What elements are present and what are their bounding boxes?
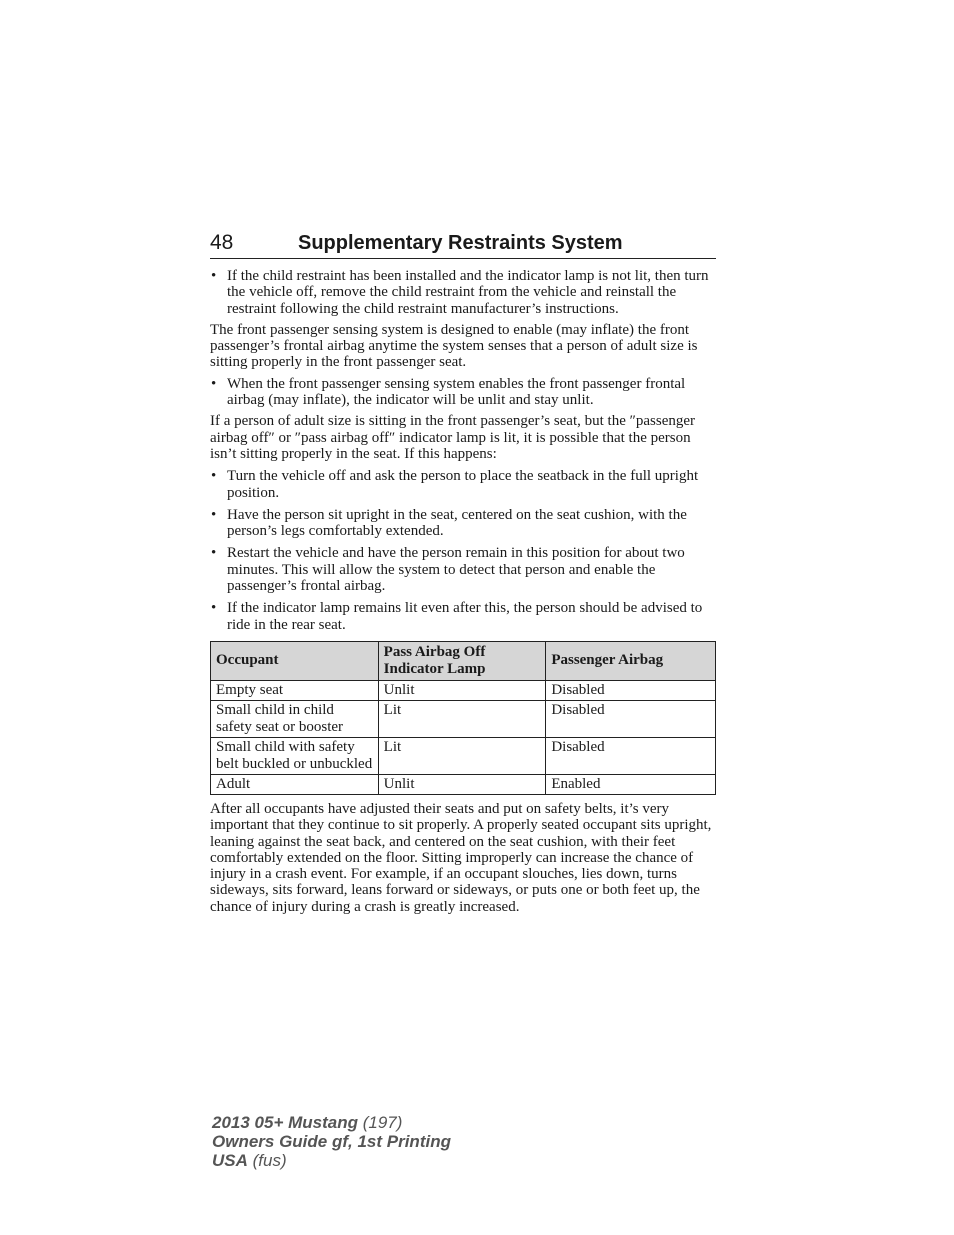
table-cell: Lit <box>378 737 546 774</box>
step-item: • If the indicator lamp remains lit even after this, the person should be advised to ride in the rear seat. <box>210 600 716 633</box>
footer-printing: Owners Guide gf, 1st Printing <box>212 1132 451 1151</box>
table-cell: Disabled <box>546 680 716 700</box>
table-cell: Empty seat <box>211 680 379 700</box>
footer-line <box>212 1132 451 1151</box>
table-row <box>211 680 716 700</box>
bullet-item: • If the child restraint has been installed and the indicator lamp is not lit, then turn the vehicle off, remove the child restraint from the vehicle and reinstall the restraint following the child restraint manufacturer’s instructions. <box>210 268 716 317</box>
column-header: Passenger Airbag <box>546 641 716 680</box>
footer-market: USA <box>212 1151 248 1170</box>
paragraph: If a person of adult size is sitting in the front passenger’s seat, but the ″passenger airbag off″ or ″pass airbag off″ indicator lamp is lit, it is possible that the person isn’t sitting properly in the seat. If this happens: <box>210 413 696 462</box>
table-cell: Small child in child safety seat or booster <box>211 700 379 737</box>
table-row <box>211 700 716 737</box>
footer-code: (197) <box>358 1113 403 1132</box>
table-cell: Disabled <box>546 737 716 774</box>
table-cell: Unlit <box>378 680 546 700</box>
column-header: Pass Airbag Off Indicator Lamp <box>378 641 546 680</box>
table-cell: Lit <box>378 700 546 737</box>
footer-model: 2013 05+ Mustang <box>212 1113 358 1132</box>
step-item: • Turn the vehicle off and ask the person to place the seatback in the full upright position. <box>210 468 716 501</box>
paragraph: After all occupants have adjusted their seats and put on safety belts, it’s very important that they continue to sit properly. A properly seated occupant sits upright, leaning against the seat back, and centered on the seat cushion, with their feet comfortably extended on the floor. Sitting improperly can increase the chance of injury in a crash event. For example, if an occupant slouches, lies down, turns sideways, sits forward, leans forward or sideways, or puts one or both feet up, the chance of injury during a crash is greatly increased. <box>210 800 712 915</box>
paragraph: The front passenger sensing system is designed to enable (may inflate) the front passenger’s frontal airbag anytime the system senses that a person of adult size is sitting properly in the front passenger seat. <box>210 321 698 371</box>
section-title: Supplementary Restraints System <box>298 232 623 254</box>
column-header: Occupant <box>211 641 379 680</box>
page-footer <box>212 1113 451 1170</box>
table-header-row <box>211 641 716 680</box>
footer-market-code: (fus) <box>247 1151 287 1170</box>
main-content <box>210 268 716 915</box>
bullet-item: • When the front passenger sensing system enables the front passenger frontal airbag (may inflate), the indicator will be unlit and stay unlit. <box>210 376 716 409</box>
table-cell: Small child with safety belt buckled or unbuckled <box>211 737 379 774</box>
table-cell: Enabled <box>546 774 716 794</box>
page-number: 48 <box>210 231 234 254</box>
step-item: • Restart the vehicle and have the person remain in this position for about two minutes. This will allow the system to detect that person and enable the passenger’s frontal airbag. <box>210 545 716 594</box>
footer-line <box>212 1113 451 1132</box>
table-row <box>211 737 716 774</box>
table-row <box>211 774 716 794</box>
table-cell: Disabled <box>546 700 716 737</box>
footer-line <box>212 1151 451 1170</box>
step-item: • Have the person sit upright in the seat, centered on the seat cushion, with the person’s legs comfortably extended. <box>210 507 716 540</box>
table-cell: Adult <box>211 774 379 794</box>
page-header <box>210 230 716 259</box>
table-cell: Unlit <box>378 774 546 794</box>
occupant-airbag-table <box>210 641 716 795</box>
